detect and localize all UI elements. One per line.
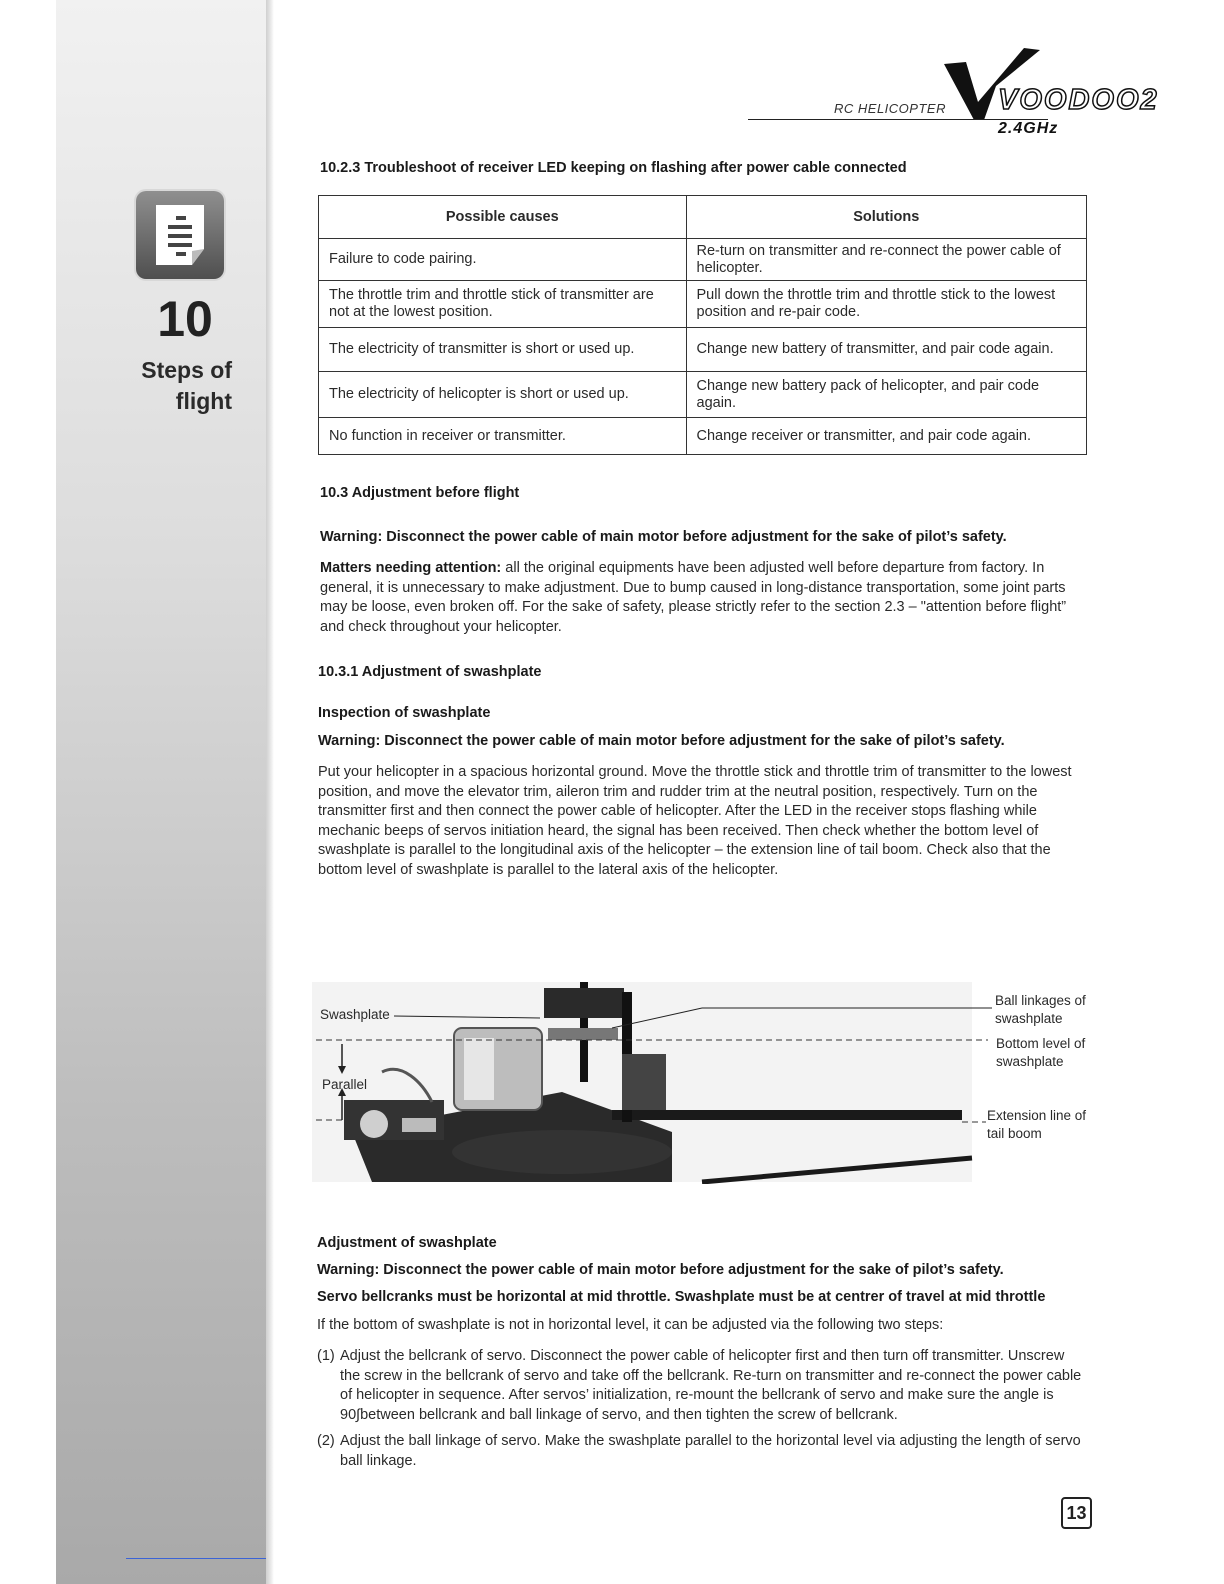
step1-number: (1)	[317, 1348, 335, 1364]
adjustment-heading: Adjustment of swashplate	[317, 1235, 497, 1251]
warning-text: Warning: Disconnect the power cable of main motor before adjustment for the sake of pilot’s safety.	[320, 529, 1007, 545]
sidebar-edge	[266, 0, 274, 1584]
table-cell-solution: Pull down the throttle trim and throttle stick to the lowest position and re-pair code.	[686, 281, 1086, 328]
table-cell-cause: Failure to code pairing.	[319, 239, 687, 281]
page-number: 13	[1061, 1497, 1092, 1529]
troubleshoot-table	[318, 195, 1087, 455]
step1-text: Adjust the bellcrank of servo. Disconnect the power cable of helicopter first and then turn off transmitter. Unscrew the screw in the bellcrank of servo and take off the bellcrank. Re-turn on transmitter and re-connect the power cable of helicopter in sequence. After servos’ initialization, re-mount the bellcrank of servo and make sure the angle is 90∫between bellcrank and ball linkage of servo, and then tighten the screw of bellcrank.	[340, 1348, 1082, 1423]
logo-tagline: RC HELICOPTER	[834, 101, 946, 116]
table-cell-cause: No function in receiver or transmitter.	[319, 418, 687, 455]
inspection-warning: Warning: Disconnect the power cable of main motor before adjustment for the sake of pilot’s safety.	[318, 733, 1005, 749]
section-heading-10-3: 10.3 Adjustment before flight	[320, 485, 520, 501]
attention-text: all the original equipments have been adjusted well before departure from factory. In general, it is unnecessary to make adjustment. Due to bump caused in long-distance transportation, some joint parts may be loose, even broken off. For the sake of safety, please strictly refer to the section 2.3 – "attention before flight” and check throughout your helicopter.	[320, 560, 1067, 635]
document-icon	[136, 191, 224, 279]
table-header-causes: Possible causes	[319, 196, 687, 239]
label-bottom-level: Bottom level of swashplate	[996, 1036, 1086, 1069]
table-cell-cause: The throttle trim and throttle stick of transmitter are not at the lowest position.	[319, 281, 687, 328]
attention-paragraph	[320, 559, 1092, 637]
adjustment-warning: Warning: Disconnect the power cable of main motor before adjustment for the sake of pilot’s safety.	[317, 1262, 1004, 1278]
table-row	[319, 328, 1087, 372]
table-row	[319, 418, 1087, 455]
logo-wordmark: VOODOO2	[998, 84, 1159, 116]
table-cell-cause: The electricity of helicopter is short or used up.	[319, 372, 687, 418]
table-cell-solution: Change new battery pack of helicopter, and pair code again.	[686, 372, 1086, 418]
table-cell-solution: Re-turn on transmitter and re-connect the power cable of helicopter.	[686, 239, 1086, 281]
label-parallel: Parallel	[322, 1077, 368, 1092]
section-heading-10-3-1: 10.3.1 Adjustment of swashplate	[318, 664, 542, 680]
table-row	[319, 239, 1087, 281]
inspection-paragraph: Put your helicopter in a spacious horizontal ground. Move the throttle stick and throttle trim of transmitter to the lowest position, and move the elevator trim, aileron trim and rudder trim at the neutral position, respectively. Turn on the transmitter first and then connect the power cable of helicopter. After the LED in the receiver stops flashing while mechanic beeps of servos initiation heard, the signal has been received. Then check whether the bottom level of swashplate is parallel to the longitudinal axis of the helicopter – the extension line of tail boom. Check also that the bottom level of swashplate is parallel to the lateral axis of the helicopter.	[318, 764, 1072, 878]
table-header-row	[319, 196, 1087, 239]
step2-text: Adjust the ball linkage of servo. Make the swashplate parallel to the horizontal level via adjusting the length of servo ball linkage.	[340, 1433, 1081, 1469]
table-cell-cause: The electricity of transmitter is short or used up.	[319, 328, 687, 372]
label-swashplate: Swashplate	[320, 1007, 390, 1022]
footer-link-underline[interactable]	[126, 1558, 266, 1559]
helicopter-illustration	[312, 982, 1092, 1184]
inspection-heading: Inspection of swashplate	[318, 705, 491, 721]
attention-label: Matters needing attention:	[320, 560, 502, 576]
chapter-title-line2: flight	[175, 388, 232, 414]
chapter-title-line1: Steps of	[141, 357, 232, 383]
section-heading-10-2-3: 10.2.3 Troubleshoot of receiver LED keeping on flashing after power cable connected	[320, 160, 907, 176]
chapter-title	[120, 355, 232, 417]
table-cell-solution: Change new battery of transmitter, and pair code again.	[686, 328, 1086, 372]
logo-frequency: 2.4GHz	[998, 120, 1059, 137]
label-ball-linkages: Ball linkages of swashplate	[995, 993, 1086, 1026]
table-row	[319, 281, 1087, 328]
adjustment-intro: If the bottom of swashplate is not in horizontal level, it can be adjusted via the following two steps:	[317, 1317, 944, 1333]
chapter-number: 10	[157, 291, 213, 347]
brand-logo	[748, 42, 1159, 142]
table-cell-solution: Change receiver or transmitter, and pair code again.	[686, 418, 1086, 455]
adjustment-note: Servo bellcranks must be horizontal at mid throttle. Swashplate must be at centrer of travel at mid throttle	[317, 1289, 1046, 1305]
step2-number: (2)	[317, 1433, 335, 1449]
table-header-solutions: Solutions	[686, 196, 1086, 239]
table-row	[319, 372, 1087, 418]
label-extension-line: Extension line of tail boom	[987, 1108, 1087, 1141]
swashplate-figure	[312, 982, 1092, 1184]
